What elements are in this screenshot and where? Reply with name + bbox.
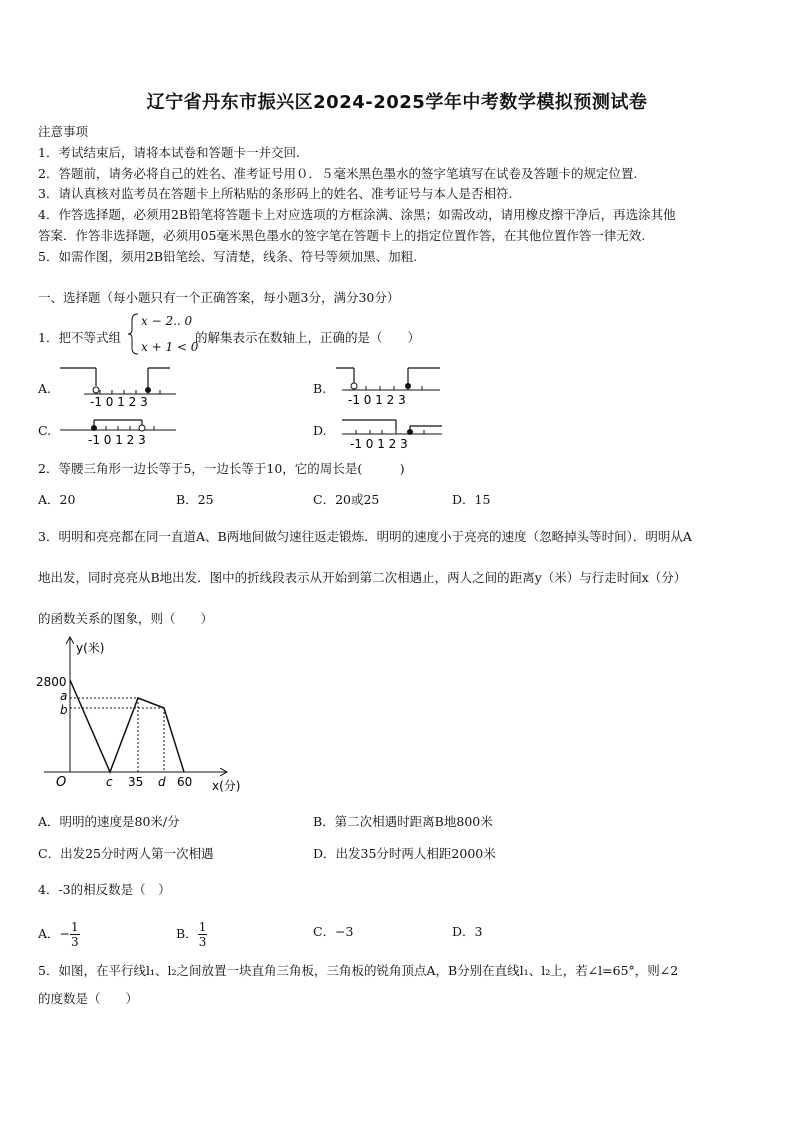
q3-graph-x-c: c — [106, 775, 113, 789]
q3-graph — [34, 634, 250, 798]
q1-inequality-2: x + 1 < 0 — [141, 340, 199, 354]
q3-graph-ylabel: y(米) — [76, 641, 105, 655]
notice-item: 3．请认真核对监考员在答题卡上所粘贴的条形码上的姓名、准考证号与本人是否相符. — [38, 186, 513, 201]
q3-graph-y-2800: 2800 — [36, 675, 67, 689]
q2-option-a: A．20 — [38, 492, 76, 507]
q3-option-c: C．出发25分时两人第一次相遇 — [38, 846, 214, 861]
q5-line-2: 的度数是（ ） — [38, 991, 139, 1006]
q3-graph-y-a: a — [60, 689, 68, 703]
notice-item: 1．考试结束后，请将本试卷和答题卡一并交回. — [38, 145, 300, 160]
q1-option-a-label: A. — [38, 381, 52, 396]
notice-heading: 注意事项 — [38, 124, 89, 139]
q3-option-b: B．第二次相遇时距离B地800米 — [313, 814, 493, 829]
q4-option-a-fraction — [70, 920, 80, 949]
q1-brace — [126, 312, 140, 356]
page-title: 辽宁省丹东市振兴区2024-2025学年中考数学模拟预测试卷 — [146, 92, 648, 113]
q4-option-a-denominator: 3 — [71, 935, 79, 949]
q1-option-c-numberline — [60, 412, 176, 448]
q1-prefix: 1．把不等式组 — [38, 330, 121, 345]
q4-option-b-numerator: 1 — [198, 920, 207, 934]
q3-option-d: D．出发35分时两人相距2000米 — [313, 846, 496, 861]
q3-graph-y-b: b — [60, 703, 68, 717]
q2-stem: 2．等腰三角形一边长等于5，一边长等于10，它的周长是( ) — [38, 461, 405, 476]
q1-option-b-label: B. — [313, 381, 327, 396]
notice-item: 2．答题前，请务必将自己的姓名、准考证号用０．５毫米黑色墨水的签字笔填写在试卷及答题卡的规定位置. — [38, 166, 638, 181]
q1-option-a-ticks: -1 0 1 2 3 — [90, 395, 148, 408]
q1-option-d-ticks: -1 0 1 2 3 — [350, 437, 408, 451]
q5-line-1: 5．如图，在平行线l₁、l₂之间放置一块直角三角板，三角板的锐角顶点A，B分别在直线l₁、l₂上，若∠l=65°，则∠2 — [38, 963, 679, 978]
notice-item: 5．如需作图，须用2B铅笔绘、写清楚，线条、符号等须加黑、加粗. — [38, 249, 418, 264]
q1-suffix: 的解集表示在数轴上，正确的是（ ） — [195, 330, 421, 345]
q4-option-b-label: B． — [176, 926, 198, 941]
q4-option-a-numerator: 1 — [71, 920, 79, 934]
q3-graph-x-35: 35 — [128, 775, 144, 789]
q4-option-d: D．3 — [452, 924, 483, 939]
q1-option-b-ticks: -1 0 1 2 3 — [348, 393, 406, 407]
q4-option-a — [38, 920, 80, 949]
q3-option-a: A．明明的速度是80米/分 — [38, 814, 180, 829]
q4-option-a-label: A． — [38, 926, 60, 941]
q3-line-1: 3．明明和亮亮都在同一直道A、B两地间做匀速往返走锻炼．明明的速度小于亮亮的速度（忽略掉头等时间）．明明从A — [38, 529, 692, 544]
q3-graph-origin: O — [56, 775, 67, 790]
q3-line-2: 地出发，同时亮亮从B地出发．图中的折线段表示从开始到第二次相遇止，两人之间的距离y（米）与行走时间x（分） — [38, 570, 687, 585]
q3-graph-xlabel: x(分) — [212, 779, 241, 793]
q4-option-b-denominator: 3 — [198, 935, 207, 949]
q4-stem: 4．-3的相反数是（ ） — [38, 882, 171, 897]
q1-option-a-numberline — [60, 364, 176, 408]
q2-option-d: D．15 — [452, 492, 491, 507]
q4-option-c: C．−3 — [313, 924, 354, 939]
q1-option-b-numberline — [336, 364, 442, 408]
section-heading: 一、选择题（每小题只有一个正确答案，每小题3分，满分30分） — [38, 290, 400, 305]
q1-option-d-numberline — [336, 412, 444, 452]
q1-option-c-ticks: -1 0 1 2 3 — [88, 433, 146, 447]
q4-option-a-sign: − — [59, 926, 71, 941]
notice-item: 4．作答选择题，必须用2B铅笔将答题卡上对应选项的方框涂满、涂黑；如需改动，请用橡皮擦干净后，再选涂其他 — [38, 207, 676, 222]
q2-option-c: C．20或25 — [313, 492, 380, 507]
q1-option-c-label: C. — [38, 423, 52, 438]
q2-option-b: B．25 — [176, 492, 214, 507]
q3-graph-x-d: d — [158, 775, 166, 789]
q1-inequality-1: x − 2.. 0 — [141, 314, 193, 328]
notice-item: 答案．作答非选择题，必须用05毫米黑色墨水的签字笔在答题卡上的指定位置作答，在其他位置作答一律无效. — [38, 228, 646, 243]
q1-option-d-label: D. — [313, 423, 327, 438]
q3-graph-x-60: 60 — [177, 775, 193, 789]
q4-option-b — [176, 920, 207, 949]
q3-line-3: 的函数关系的图象，则（ ） — [38, 611, 214, 626]
q4-option-b-fraction — [198, 920, 208, 949]
